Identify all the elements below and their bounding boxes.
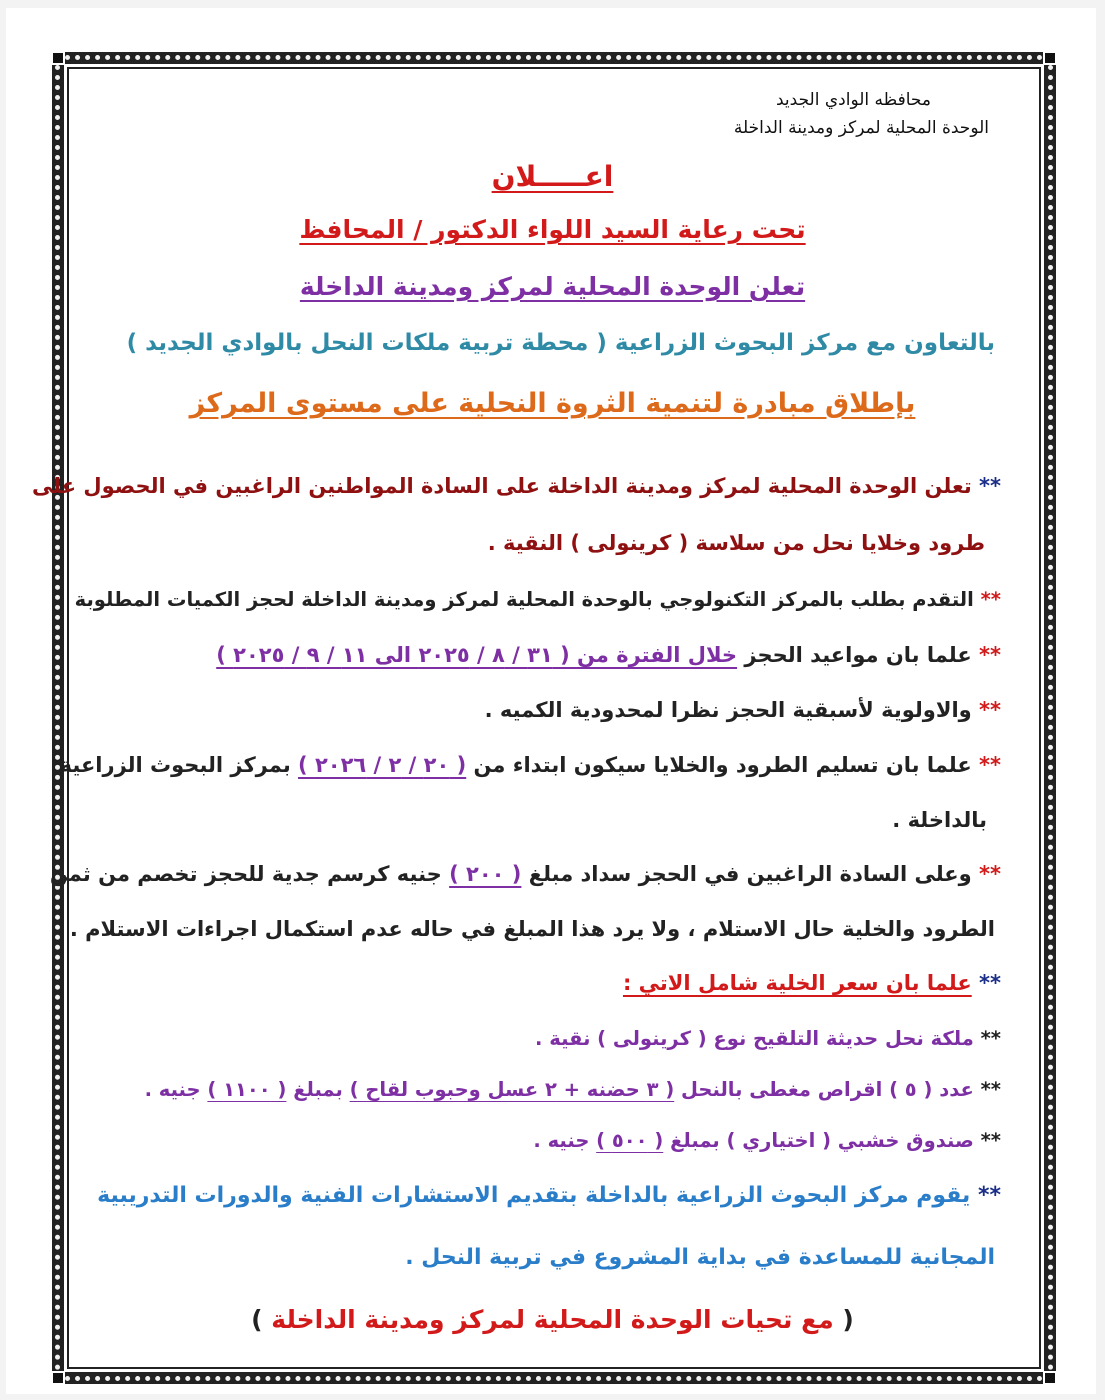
greeting-text: مع تحيات الوحدة المحلية لمركز ومدينة الداخلة bbox=[271, 1305, 834, 1334]
price-item-2 bbox=[145, 1078, 1001, 1101]
border-corner-icon bbox=[51, 1371, 65, 1385]
bullet-stars: ** bbox=[979, 862, 1001, 886]
paragraph-5 bbox=[60, 753, 1001, 777]
frames-price-amount: ( ١١٠٠ ) bbox=[207, 1078, 287, 1101]
frames-currency: جنيه . bbox=[144, 1078, 201, 1101]
cooperation-line: بالتعاون مع مركز البحوث الزراعية ( محطة تربية ملكات النحل بالوادي الجديد ) bbox=[126, 330, 995, 356]
bullet-stars: ** bbox=[979, 474, 1001, 498]
bullet-stars: ** bbox=[979, 643, 1001, 667]
frames-price-label: بمبلغ bbox=[293, 1078, 343, 1101]
greeting-close-paren: ) bbox=[251, 1305, 263, 1334]
local-unit-name: الوحدة المحلية لمركز ومدينة الداخلة bbox=[733, 118, 989, 138]
announcer-line: تعلن الوحدة المحلية لمركز ومدينة الداخلة bbox=[299, 272, 806, 301]
frames-detail: ( ٣ حضنه + ٢ عسل وحبوب لقاح ) bbox=[349, 1078, 675, 1101]
bullet-stars: ** bbox=[980, 588, 1001, 611]
price-item-1 bbox=[535, 1027, 1001, 1050]
patronage-line: تحت رعاية السيد اللواء الدكتور / المحافظ bbox=[299, 215, 806, 244]
paragraph-2-text: التقدم بطلب بالمركز التكنولوجي بالوحدة المحلية لمركز ومدينة الداخلة لحجز الكميات المطلوبة bbox=[74, 588, 974, 611]
paragraph-1-line-1: تعلن الوحدة المحلية لمركز ومدينة الداخلة على السادة المواطنين الراغبين في الحصول على bbox=[31, 474, 972, 498]
bullet-stars: ** bbox=[979, 753, 1001, 777]
governorate-name: محافظه الوادي الجديد bbox=[776, 90, 931, 110]
paragraph-7-line-1: يقوم مركز البحوث الزراعية بالداخلة بتقديم الاستشارات الفنية والدورات التدريبية bbox=[97, 1183, 971, 1208]
booking-period: خلال الفترة من ( ٣١ / ٨ / ٢٠٢٥ الى ١١ / ٩ / ٢٠٢٥ ) bbox=[216, 643, 738, 667]
bullet-stars: ** bbox=[979, 698, 1001, 722]
border-corner-icon bbox=[1043, 1371, 1057, 1385]
price-heading-text: علما بان سعر الخلية شامل الاتي : bbox=[622, 971, 972, 995]
paragraph-4 bbox=[485, 698, 1001, 722]
bullet-stars: ** bbox=[980, 1078, 1001, 1101]
paragraph-2 bbox=[75, 588, 1001, 611]
booking-intro: علما بان مواعيد الحجز bbox=[744, 643, 972, 667]
border-corner-icon bbox=[51, 51, 65, 65]
delivery-date: ( ٢٠ / ٢ / ٢٠٢٦ ) bbox=[298, 753, 467, 777]
paragraph-7 bbox=[97, 1183, 1001, 1208]
initiative-line: بإطلاق مبادرة لتنمية الثروة النحلية على مستوى المركز bbox=[189, 388, 916, 419]
box-text: صندوق خشبي ( اختياري ) بمبلغ bbox=[670, 1129, 974, 1152]
bullet-stars: ** bbox=[977, 1183, 1001, 1208]
fee-description: جنيه كرسم جدية للحجز تخصم من ثمن bbox=[49, 862, 442, 886]
paragraph-5-line-2: بالداخلة . bbox=[892, 808, 987, 832]
box-amount: ( ٥٠٠ ) bbox=[596, 1129, 664, 1152]
bullet-stars: ** bbox=[980, 1027, 1001, 1050]
frames-count: عدد ( ٥ ) اقراص مغطى بالنحل bbox=[681, 1078, 974, 1101]
greeting-open-paren: ( bbox=[842, 1305, 854, 1334]
paragraph-7-line-2: المجانية للمساعدة في بداية المشروع في تربية النحل . bbox=[405, 1245, 995, 1270]
border-corner-icon bbox=[1043, 51, 1057, 65]
fee-amount: ( ٢٠٠ ) bbox=[449, 862, 522, 886]
price-heading bbox=[623, 971, 1001, 995]
priority-text: والاولوية لأسبقية الحجز نظرا لمحدودية الكميه . bbox=[484, 698, 972, 722]
paragraph-6 bbox=[50, 862, 1001, 886]
paragraph-1 bbox=[32, 474, 1001, 498]
announcement-title: اعـــــلان bbox=[491, 160, 614, 193]
box-currency: جنيه . bbox=[533, 1129, 590, 1152]
queen-bee-text: ملكة نحل حديثة التلقيح نوع ( كرينولى ) نقية . bbox=[535, 1027, 974, 1050]
paragraph-1-line-2: طرود وخلايا نحل من سلاسة ( كرينولى ) النقية . bbox=[487, 531, 985, 555]
delivery-location: بمركز البحوث الزراعية bbox=[59, 753, 291, 777]
fee-intro: وعلى السادة الراغبين في الحجز سداد مبلغ bbox=[528, 862, 972, 886]
bullet-stars: ** bbox=[980, 1129, 1001, 1152]
bullet-stars: ** bbox=[979, 971, 1001, 995]
paragraph-3 bbox=[216, 643, 1001, 667]
closing-greeting bbox=[0, 1305, 1105, 1334]
delivery-intro: علما بان تسليم الطرود والخلايا سيكون ابتداء من bbox=[473, 753, 972, 777]
price-item-3 bbox=[533, 1129, 1001, 1152]
paragraph-6-line-2: الطرود والخلية حال الاستلام ، ولا يرد هذا المبلغ في حاله عدم استكمال اجراءات الاستلام . bbox=[69, 917, 995, 941]
